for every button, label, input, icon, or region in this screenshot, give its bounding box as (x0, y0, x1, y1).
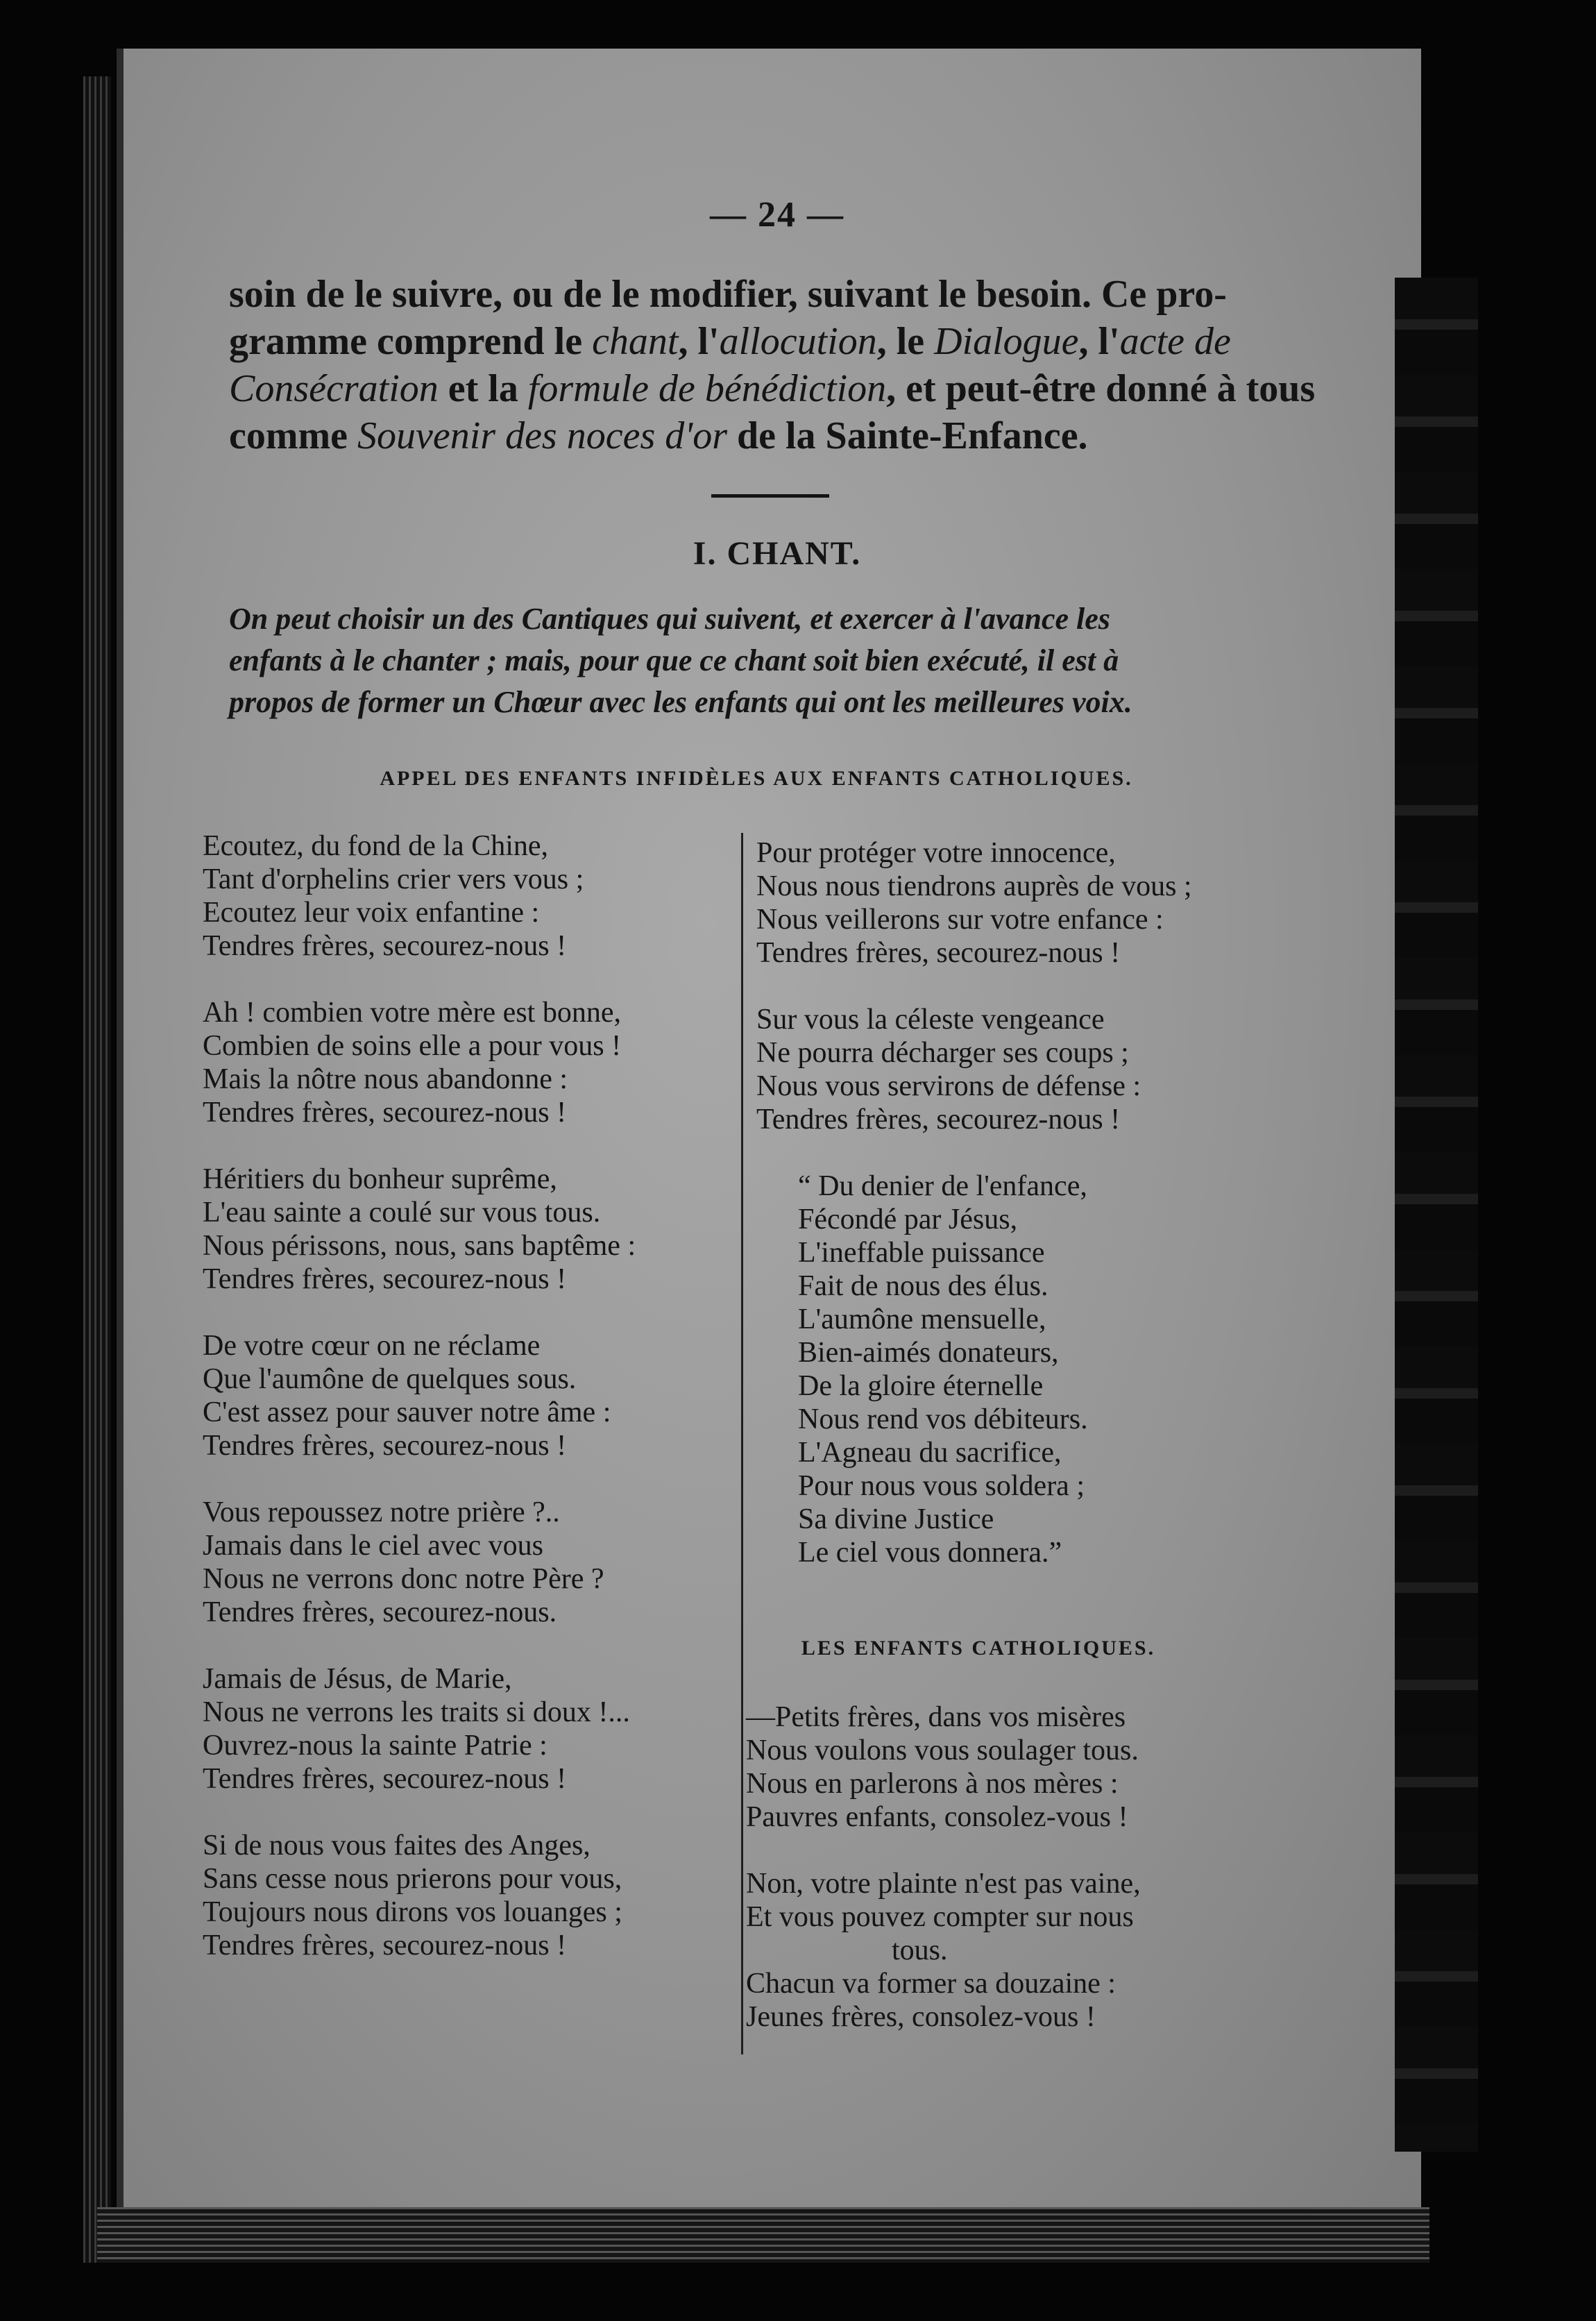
intro-paragraph (229, 271, 1316, 459)
verse-line: Que l'aumône de quelques sous. (203, 1363, 577, 1395)
verse-line: Héritiers du bonheur suprême, (203, 1163, 557, 1195)
verse-line: Non, votre plainte n'est pas vaine, (746, 1868, 1141, 1900)
verse-line: Fait de nous des élus. (798, 1270, 1049, 1302)
response-title: LES ENFANTS CATHOLIQUES. (801, 1637, 1156, 1660)
right-stanzas (756, 836, 1298, 1136)
verse-stanza (203, 1329, 744, 1462)
text-line: On peut choisir un des Cantiques qui suivent, et exercer à l'avance les (229, 602, 1110, 636)
instruction-paragraph (229, 598, 1311, 723)
verse-line: Tendres frères, secourez-nous ! (203, 1430, 567, 1462)
verse-line: Nous en parlerons à nos mères : (746, 1768, 1119, 1800)
page-stack-bottom (97, 2207, 1429, 2263)
verse-line: L'ineffable puissance (798, 1237, 1045, 1269)
verse-line: Nous ne verrons les traits si doux !... (203, 1696, 630, 1728)
verse-line: Si de nous vous faites des Anges, (203, 1830, 591, 1862)
verse-stanza (756, 1003, 1298, 1136)
verse-line: Ecoutez, du fond de la Chine, (203, 830, 549, 862)
section-rule (711, 494, 829, 498)
verse-line: Sans cesse nous prierons pour vous, (203, 1863, 622, 1895)
hymn-title: APPEL DES ENFANTS INFIDÈLES AUX ENFANTS CATHOLIQUES. (380, 767, 1133, 790)
text-line: comme Souvenir des noces d'or de la Sainte-Enfance. (229, 414, 1088, 457)
right-column-verses (756, 836, 1298, 1603)
verse-stanza (203, 996, 744, 1129)
verse-line: C'est assez pour sauver notre âme : (203, 1396, 611, 1428)
verse-stanza (203, 1496, 744, 1629)
column-divider (741, 833, 743, 2054)
page-stack-edge (83, 76, 111, 2263)
verse-line: Ouvrez-nous la sainte Patrie : (203, 1730, 547, 1762)
verse-stanza (203, 1662, 744, 1796)
left-column-verses (203, 829, 744, 1995)
verse-line: Mais la nôtre nous abandonne : (203, 1063, 568, 1095)
verse-line: Nous veillerons sur votre enfance : (756, 904, 1164, 936)
text-line: propos de former un Chœur avec les enfants qui ont les meilleures voix. (229, 685, 1132, 719)
section-title: I. CHANT. (693, 535, 862, 572)
quote-stanza (798, 1170, 1298, 1569)
verse-line: Fécondé par Jésus, (798, 1204, 1018, 1235)
verse-line: Nous voulons vous soulager tous. (746, 1735, 1139, 1766)
torn-page-edge (1395, 278, 1478, 2152)
verse-line: Tendres frères, secourez-nous ! (203, 1263, 567, 1295)
verse-stanza (756, 836, 1298, 970)
verse-line: Nous vous servirons de défense : (756, 1070, 1141, 1102)
verse-line: Tendres frères, secourez-nous ! (203, 1763, 567, 1795)
text-line: soin de le suivre, ou de le modifier, suivant le besoin. Ce pro- (229, 273, 1227, 316)
verse-stanza (746, 1700, 1287, 1834)
verse-line: L'eau sainte a coulé sur vous tous. (203, 1197, 601, 1229)
verse-line: Ne pourra décharger ses coups ; (756, 1037, 1129, 1069)
text-line: Consécration et la formule de bénédiction, et peut-être donné à tous (229, 367, 1316, 410)
verse-line: Pauvres enfants, consolez-vous ! (746, 1801, 1128, 1833)
verse-line: Pour protéger votre innocence, (756, 837, 1116, 869)
verse-line: Tendres frères, secourez-nous ! (203, 1097, 567, 1129)
verse-line: Chacun va former sa douzaine : (746, 1968, 1116, 2000)
verse-line: Tendres frères, secourez-nous ! (203, 1930, 567, 1961)
verse-stanza (203, 1163, 744, 1296)
verse-stanza (203, 1829, 744, 1962)
verse-line: Et vous pouvez compter sur nous (746, 1901, 1134, 1933)
text-line: gramme comprend le chant, l'allocution, le Dialogue, l'acte de (229, 320, 1231, 363)
verse-line: Tant d'orphelins crier vers vous ; (203, 863, 584, 895)
verse-line: L'aumône mensuelle, (798, 1303, 1046, 1335)
verse-line: Ecoutez leur voix enfantine : (203, 897, 540, 929)
page-number: — 24 — (710, 195, 844, 235)
verse-stanza (746, 1867, 1287, 2034)
verse-line: “ Du denier de l'enfance, (798, 1170, 1087, 1202)
verse-line: L'Agneau du sacrifice, (798, 1437, 1062, 1469)
verse-line: tous. (892, 1934, 948, 1966)
verse-line: Bien-aimés donateurs, (798, 1337, 1059, 1369)
verse-line: Jamais de Jésus, de Marie, (203, 1663, 512, 1695)
verse-line: Nous rend vos débiteurs. (798, 1403, 1088, 1435)
verse-line: —Petits frères, dans vos misères (746, 1701, 1126, 1733)
verse-line: Nous ne verrons donc notre Père ? (203, 1563, 604, 1595)
text-line: enfants à le chanter ; mais, pour que ce chant soit bien exécuté, il est à (229, 643, 1119, 677)
verse-line: Jamais dans le ciel avec vous (203, 1530, 543, 1562)
verse-line: Nous périssons, nous, sans baptême : (203, 1230, 636, 1262)
verse-line: Sa divine Justice (798, 1503, 994, 1535)
verse-line: De votre cœur on ne réclame (203, 1330, 541, 1362)
verse-line: Nous nous tiendrons auprès de vous ; (756, 870, 1192, 902)
verse-line: Jeunes frères, consolez-vous ! (746, 2001, 1096, 2033)
verse-line: Pour nous vous soldera ; (798, 1470, 1085, 1502)
verse-line: De la gloire éternelle (798, 1370, 1044, 1402)
verse-line: Tendres frères, secourez-nous ! (756, 1104, 1121, 1136)
verse-line: Tendres frères, secourez-nous ! (203, 930, 567, 962)
verse-line: Sur vous la céleste vengeance (756, 1004, 1105, 1036)
verse-line: Tendres frères, secourez-nous. (203, 1596, 557, 1628)
response-verses (746, 1700, 1287, 2067)
verse-line: Toujours nous dirons vos louanges ; (203, 1896, 622, 1928)
verse-line: Le ciel vous donnera.” (798, 1537, 1062, 1569)
verse-line: Ah ! combien votre mère est bonne, (203, 997, 621, 1029)
verse-stanza (203, 829, 744, 963)
verse-line: Vous repoussez notre prière ?.. (203, 1496, 560, 1528)
verse-line: Tendres frères, secourez-nous ! (756, 937, 1121, 969)
verse-line: Combien de soins elle a pour vous ! (203, 1030, 622, 1062)
